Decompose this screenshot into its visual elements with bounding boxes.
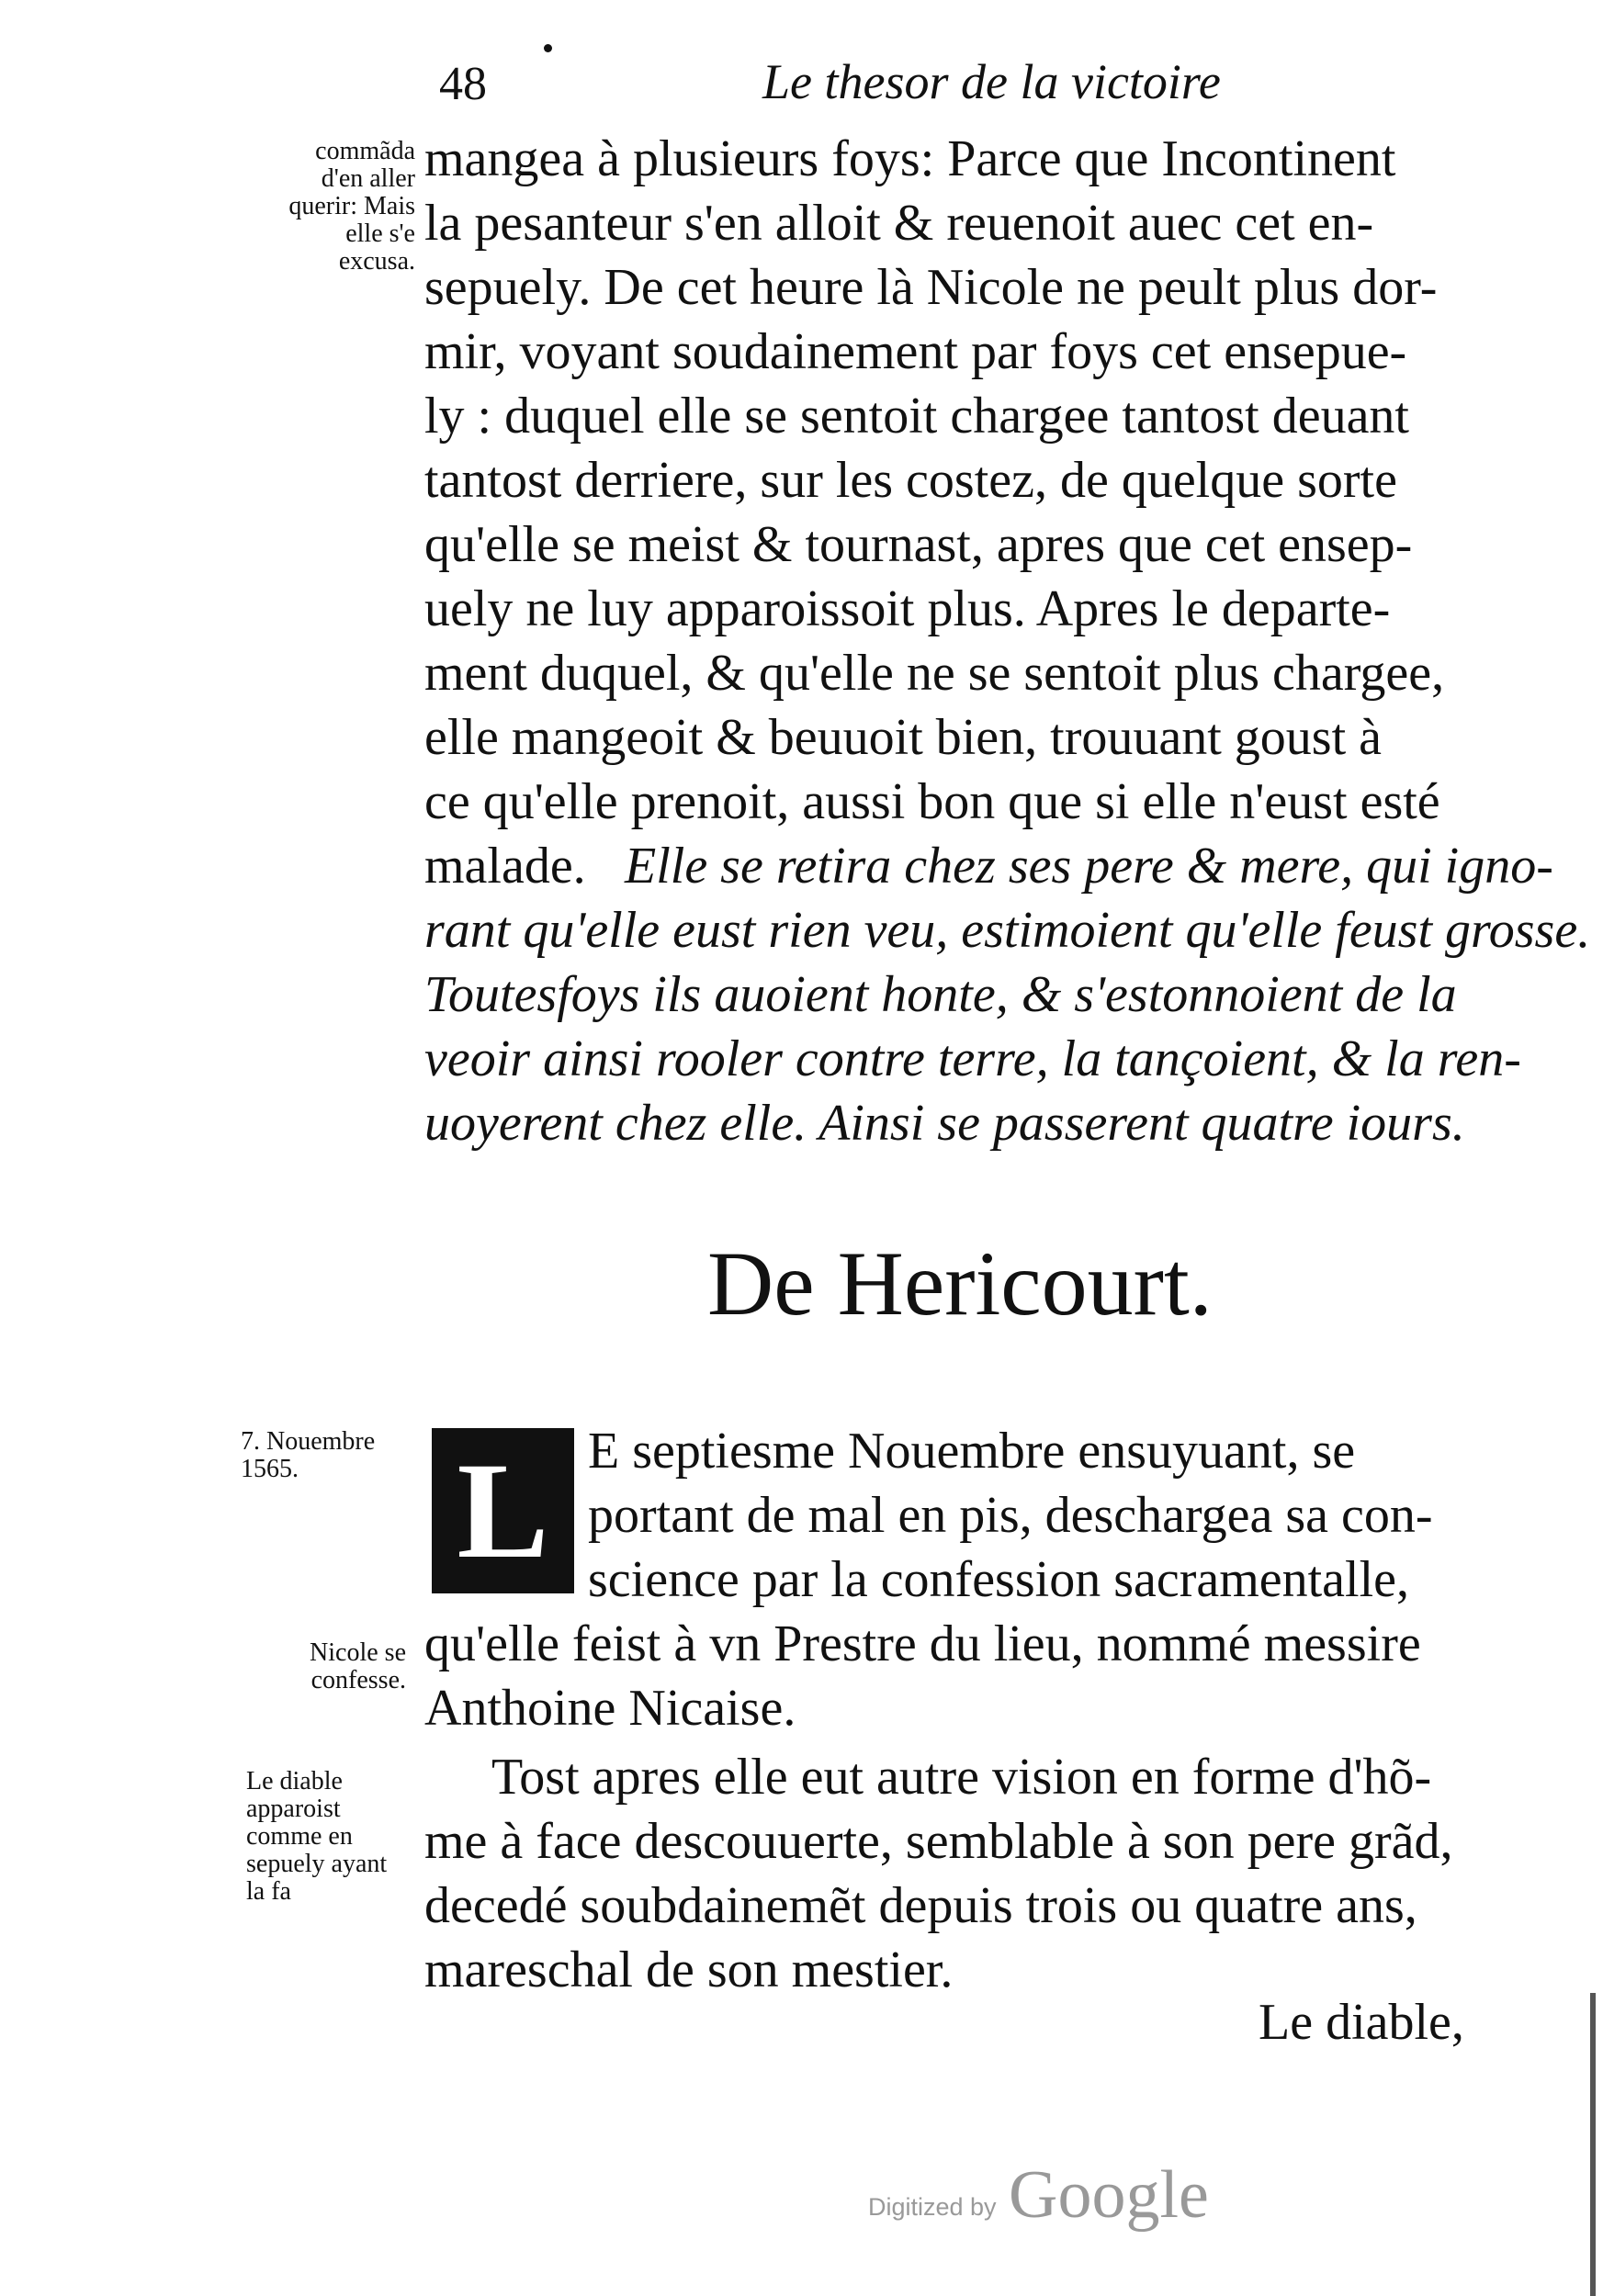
text-line: decedé soubdainemẽt depuis trois ou quatre ans, [424, 1877, 1417, 1934]
margin-note: 7. Nouembre 1565. [241, 1427, 376, 1483]
text-line: ly : duquel elle se sentoit chargee tantost deuant [424, 388, 1409, 445]
text-line: mareschal de son mestier. [424, 1941, 954, 1998]
italic-line: Elle se retira chez ses pere & mere, qui igno- [625, 838, 1553, 895]
text-line: elle mangeoit & beuuoit bien, trouuant goust à [424, 709, 1382, 766]
text-line: Anthoine Nicaise. [424, 1680, 796, 1737]
text-line: ment duquel, & qu'elle ne se sentoit plus chargee, [424, 645, 1445, 702]
decorated-initial: L [432, 1428, 574, 1593]
text-line: la pesanteur s'en alloit & reuenoit auec cet en- [424, 195, 1374, 252]
page-edge [1590, 1993, 1596, 2296]
text-line: ce qu'elle prenoit, aussi bon que si elle n'eust esté [424, 773, 1440, 830]
margin-note: Le diable apparoist comme en sepuely ayant la fa [246, 1767, 388, 1906]
google-logo: Google [1009, 2157, 1209, 2233]
text-line: qu'elle feist à vn Prestre du lieu, nommé messire [424, 1615, 1421, 1672]
text-line: mir, voyant soudainement par foys cet ensepue- [424, 323, 1407, 380]
text-line: sepuely. De cet heure là Nicole ne peult plus dor- [424, 259, 1438, 316]
italic-line: rant qu'elle eust rien veu, estimoient qu'elle feust grosse. [424, 902, 1591, 959]
margin-note: Nicole se confesse. [310, 1638, 406, 1694]
text-line: uely ne luy apparoissoit plus. Apres le departe- [424, 580, 1391, 637]
margin-note: commãda d'en aller querir: Mais elle s'e excusa. [288, 137, 415, 276]
italic-line: uoyerent chez elle. Ainsi se passerent quatre iours. [424, 1095, 1465, 1152]
section-heading: De Hericourt. [707, 1232, 1213, 1334]
text-line: E septiesme Nouembre ensuyuant, se [588, 1423, 1356, 1480]
text-line: science par la confession sacramentalle, [588, 1551, 1410, 1608]
running-title: Le thesor de la victoire [762, 54, 1221, 109]
text-line: mangea à plusieurs foys: Parce que Incontinent [424, 130, 1396, 187]
digitized-label: Digitized by [868, 2193, 997, 2221]
text-line: qu'elle se meist & tournast, apres que cet ensep- [424, 516, 1413, 573]
page-number: 48 [439, 58, 487, 110]
text-line: portant de mal en pis, deschargea sa con- [588, 1487, 1433, 1544]
catchword: Le diable, [1259, 1994, 1464, 2051]
italic-line: veoir ainsi rooler contre terre, la tançoient, & la ren- [424, 1030, 1521, 1087]
text-line: tantost derriere, sur les costez, de quelque sorte [424, 452, 1397, 509]
text-line: malade. [424, 838, 586, 895]
italic-line: Toutesfoys ils auoient honte, & s'estonnoient de la [424, 966, 1457, 1023]
ink-dot [544, 44, 552, 52]
text-line: Tost apres elle eut autre vision en forme d'hõ- [491, 1749, 1432, 1806]
text-line: me à face descouuerte, semblable à son pere grãd, [424, 1813, 1453, 1870]
